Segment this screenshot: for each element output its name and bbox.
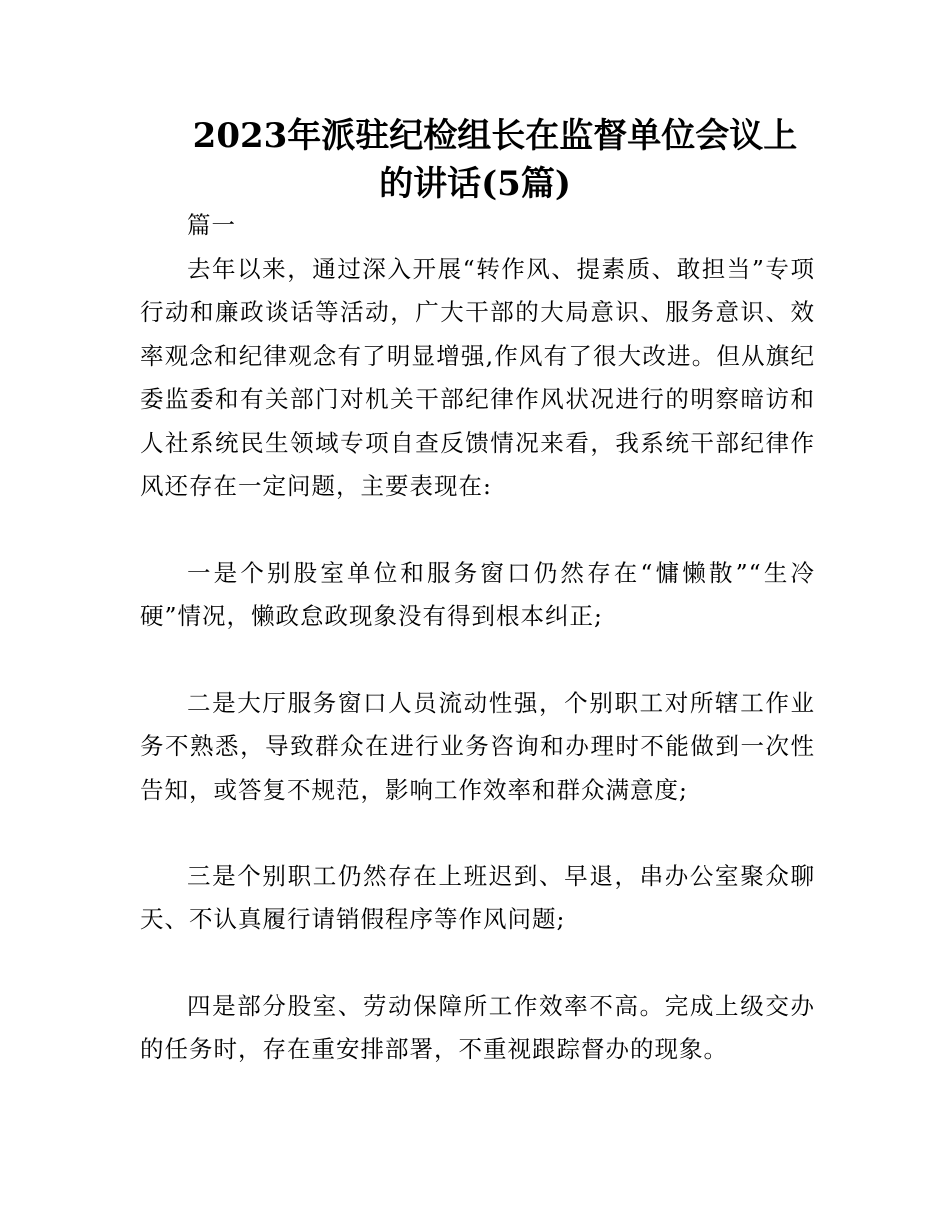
paragraph-intro: 去年以来，通过深入开展“转作风、提素质、敢担当”专项行动和廉政谈话等活动，广大干部的大局意识、服务意识、效率观念和纪律观念有了明显增强,作风有了很大改进。但从旗纪委监委和有关部门对机关干部纪律作风状况进行的明察暗访和人社系统民生领域专项自查反馈情况来看，我系统干部纪律作风还存在一定问题，主要表现在:: [140, 255, 815, 501]
paragraph-point-3: 三是个别职工仍然存在上班迟到、早退，串办公室聚众聊天、不认真履行请销假程序等作风问题;: [140, 862, 815, 934]
paragraph-point-2: 二是大厅服务窗口人员流动性强，个别职工对所辖工作业务不熟悉，导致群众在进行业务咨询和办理时不能做到一次性告知，或答复不规范，影响工作效率和群众满意度;: [140, 689, 815, 804]
paragraph-point-1: 一是个别股室单位和服务窗口仍然存在“慵懒散”“生冷硬”情况，懒政怠政现象没有得到根本纠正;: [140, 559, 815, 631]
document-title-line-2: 的讲话(5篇): [379, 164, 571, 204]
paragraph-point-4: 四是部分股室、劳动保障所工作效率不高。完成上级交办的任务时，存在重安排部署，不重视跟踪督办的现象。: [140, 992, 815, 1064]
document-title-line-1: 2023年派驻纪检组长在监督单位会议上: [192, 116, 798, 156]
section-label: 篇一: [187, 211, 236, 239]
